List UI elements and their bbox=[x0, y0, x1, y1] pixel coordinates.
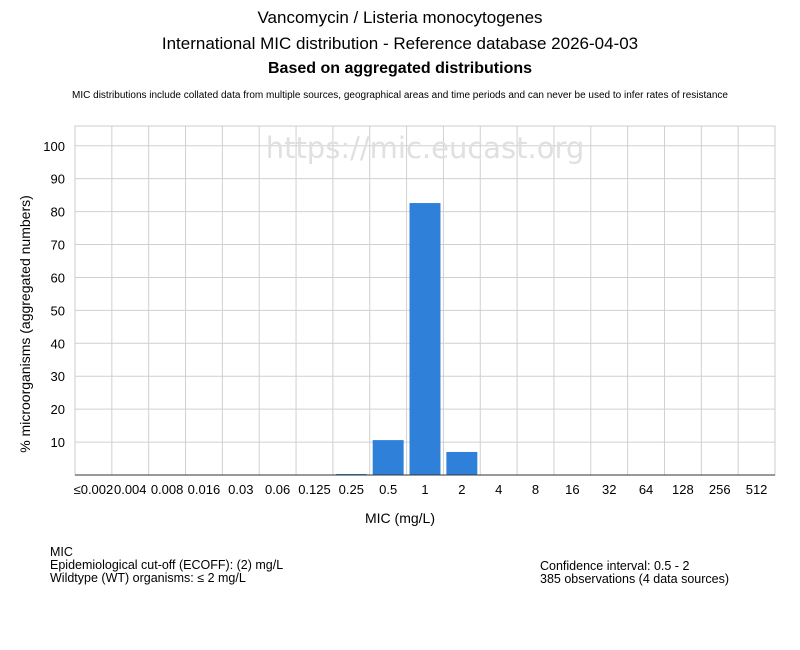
bar bbox=[446, 452, 477, 475]
x-tick-label: 0.25 bbox=[338, 482, 364, 497]
chart-title: Vancomycin / Listeria monocytogenes bbox=[257, 8, 543, 27]
x-tick-label: 2 bbox=[458, 482, 466, 497]
x-tick-label: 128 bbox=[672, 482, 694, 497]
y-tick-label: 70 bbox=[50, 237, 65, 253]
x-tick-label: 16 bbox=[565, 482, 580, 497]
footer-right bbox=[540, 560, 729, 586]
y-tick-label: 20 bbox=[50, 402, 65, 418]
x-tick-label: 512 bbox=[745, 482, 768, 497]
y-tick-label: 50 bbox=[50, 303, 65, 319]
y-tick-label: 80 bbox=[50, 204, 65, 220]
y-tick-label: 30 bbox=[50, 369, 65, 385]
y-tick-label: 90 bbox=[50, 171, 65, 187]
x-tick-label: 64 bbox=[638, 482, 654, 497]
y-tick-label: 60 bbox=[50, 270, 65, 286]
observations-text: 385 observations (4 data sources) bbox=[540, 572, 729, 586]
wildtype-text: Wildtype (WT) organisms: ≤ 2 mg/L bbox=[50, 571, 246, 585]
x-tick-label: 256 bbox=[708, 482, 731, 497]
y-tick-label: 10 bbox=[50, 435, 65, 451]
x-tick-label: 0.06 bbox=[264, 482, 291, 497]
x-tick-label: 0.016 bbox=[187, 482, 221, 497]
y-tick-label: 40 bbox=[50, 336, 65, 352]
confidence-text: Confidence interval: 0.5 - 2 bbox=[540, 559, 690, 573]
y-tick-labels bbox=[43, 139, 65, 450]
watermark: https://mic.eucast.org bbox=[265, 131, 585, 165]
y-tick-label: 100 bbox=[43, 138, 65, 154]
mic-label: MIC bbox=[50, 545, 73, 559]
x-tick-label: 0.03 bbox=[228, 482, 254, 497]
x-tick-label: 32 bbox=[601, 482, 617, 497]
x-tick-label: ≤0.002 bbox=[73, 482, 114, 497]
x-tick-labels bbox=[74, 482, 768, 497]
x-tick-label: 0.5 bbox=[379, 482, 398, 497]
x-tick-label: 8 bbox=[531, 482, 540, 497]
chart-subtitle-bold: Based on aggregated distributions bbox=[267, 60, 533, 77]
bar bbox=[373, 440, 404, 475]
footer-left bbox=[50, 546, 283, 585]
x-tick-label: 0.004 bbox=[113, 482, 147, 497]
ecoff-text: Epidemiological cut-off (ECOFF): (2) mg/L bbox=[50, 558, 284, 572]
chart-subtitle: International MIC distribution - Reference database 2026-04-03 bbox=[161, 34, 639, 53]
x-tick-label: 1 bbox=[421, 482, 429, 497]
disclaimer-note: MIC distributions include collated data from multiple sources, geographical areas and time periods and can never be used to infer rates of resistance bbox=[72, 90, 728, 101]
x-axis-label: MIC (mg/L) bbox=[365, 510, 435, 526]
bar bbox=[410, 203, 441, 475]
x-tick-label: 0.008 bbox=[150, 482, 184, 497]
x-tick-label: 4 bbox=[495, 482, 503, 497]
x-tick-label: 0.125 bbox=[298, 482, 331, 497]
y-axis-label: % microorganisms (aggregated numbers) bbox=[17, 195, 33, 453]
